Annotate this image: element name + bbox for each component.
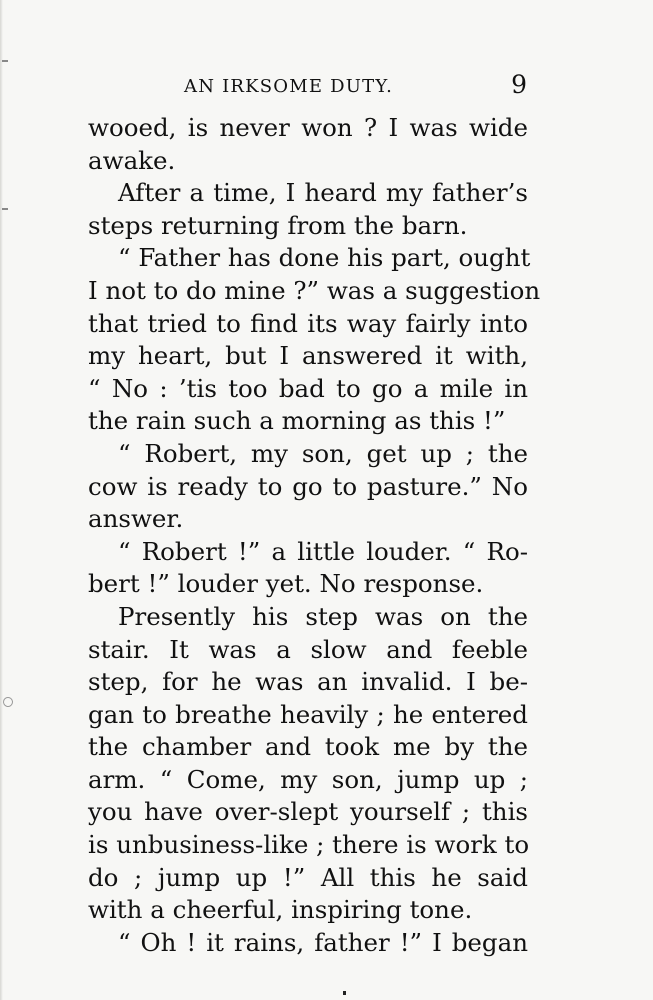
text-line: “ Robert !” a little louder. “ Ro- — [118, 536, 528, 566]
text-line: “ Robert, my son, get up ; the — [118, 438, 528, 468]
text-line: the chamber and took me by the — [88, 732, 528, 762]
text-line: wooed, is never won ? I was wide — [88, 113, 528, 142]
text-line: steps returning from the barn. — [88, 210, 468, 240]
text-line: answer. — [88, 504, 184, 534]
edge-mark — [2, 208, 8, 210]
body-text — [88, 112, 541, 959]
text-line: step, for he was an invalid. I be- — [88, 667, 528, 697]
text-line: arm. “ Come, my son, jump up ; — [88, 764, 528, 794]
text-line: bert !” louder yet. No response. — [88, 569, 484, 599]
text-line: the rain such a morning as this !” — [88, 406, 506, 436]
text-line: I not to do mine ?” was a suggestion — [88, 275, 541, 305]
text-line: “ Father has done his part, ought — [118, 243, 531, 273]
text-line: you have over-slept yourself ; this — [88, 797, 528, 827]
text-line: that tried to find its way fairly into — [88, 308, 528, 338]
page-number: 9 — [511, 70, 527, 99]
page-edge-shadow — [0, 0, 3, 1000]
text-line: do ; jump up !” All this he said — [88, 862, 528, 892]
text-line: awake. — [88, 145, 176, 175]
running-head: AN IRKSOME DUTY. — [184, 76, 394, 97]
text-line: my heart, but I answered it with, — [88, 341, 528, 371]
text-line: After a time, I heard my father’s — [118, 178, 528, 208]
text-line: Presently his step was on the — [118, 601, 528, 631]
text-line: cow is ready to go to pasture.” No — [88, 471, 528, 501]
text-line: with a cheerful, inspiring tone. — [88, 895, 473, 925]
page-header — [88, 70, 527, 100]
margin-mark — [1, 695, 15, 709]
edge-mark — [2, 60, 8, 62]
text-line: gan to breathe heavily ; he entered — [88, 699, 528, 729]
text-line: “ No : ’tis too bad to go a mile in — [88, 373, 528, 403]
text-line: “ Oh ! it rains, father !” I began — [118, 927, 528, 957]
text-line: is unbusiness-like ; there is work to — [88, 830, 530, 860]
text-line: stair. It was a slow and feeble — [88, 634, 528, 664]
ink-speck — [343, 991, 346, 995]
